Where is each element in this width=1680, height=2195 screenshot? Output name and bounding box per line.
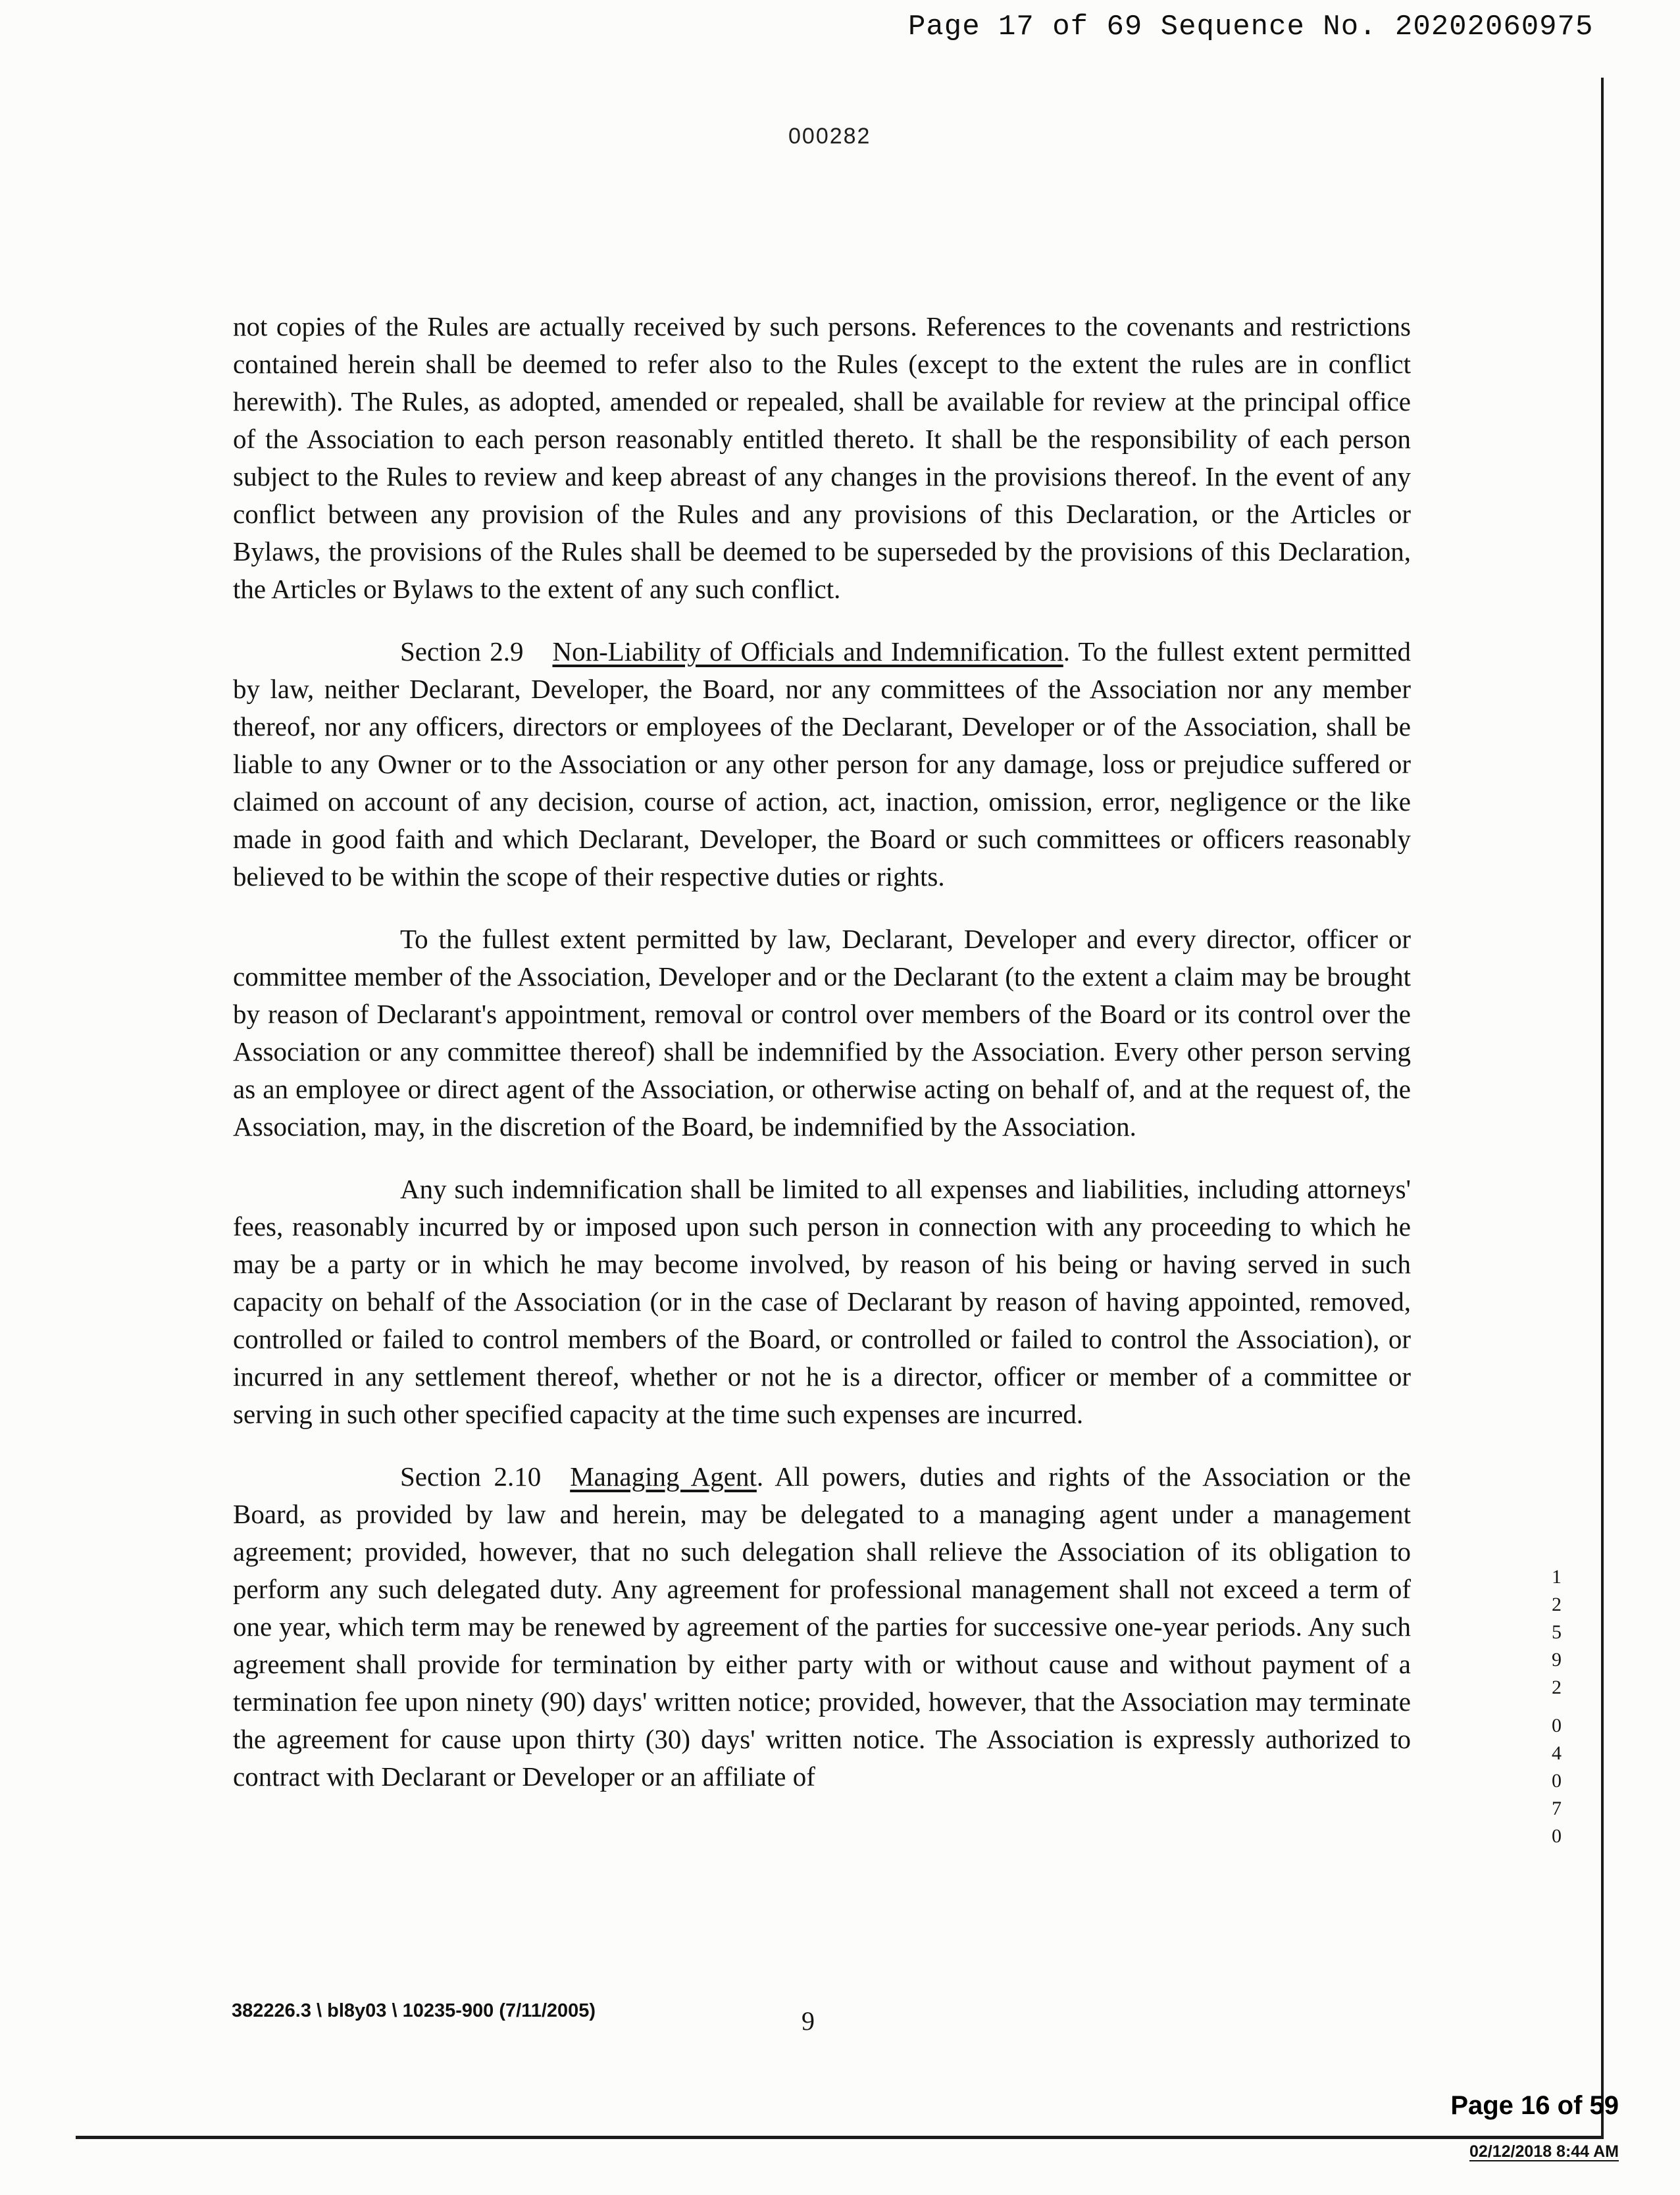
header-sequence-text: Page 17 of 69 Sequence No. 20202060975 [908,11,1594,43]
indemnity-paragraph: To the fullest extent permitted by law, Declarant, Developer and every director, officer or committee member of the Association, Developer and or the Declarant (to the extent a claim may be brought by reason of Declarant's appointment, removal or control over members of the Board or its control over the Association or any committee thereof) shall be indemnified by the Association. Every other person serving as an employee or direct agent of the Association, or otherwise acting on behalf of, and at the request of, the Association, may, in the discretion of the Board, be indemnified by the Association. [233,924,1411,1142]
section-2-10-title: Managing Agent [570,1461,757,1492]
section-2-9-paragraph [233,633,1411,896]
section-2-10-text: . All powers, duties and rights of the Association or the Board, as provided by law and herein, may be delegated to a managing agent under a management agreement; provided, however, that no such delegation shall relieve the Association of its obligation to perform any such delegated duty. Any agreement for professional management shall not exceed a term of one year, which term may be renewed by agreement of the parties for successive one-year periods. Any such agreement shall provide for termination by either party with or without cause and without payment of a termination fee upon ninety (90) days' written notice; provided, however, that the Association may terminate the agreement for cause upon thirty (30) days' written notice. The Association is expressly authorized to contract with Declarant or Developer or an affiliate of [233,1461,1411,1792]
footer-file-reference: 382226.3 \ bl8y03 \ 10235-900 (7/11/2005) [232,2000,596,2021]
section-2-10-paragraph [233,1458,1411,1796]
limitation-paragraph: Any such indemnification shall be limited to all expenses and liabilities, including attorneys' fees, reasonably incurred by or imposed upon such person in connection with any proceeding to which he may be a party or in which he may become involved, by reason of his being or having served in such capacity on behalf of the Association (or in the case of Declarant by reason of having appointed, removed, controlled or failed to control members of the Board, or controlled or failed to control the Association), or incurred in any settlement thereof, whether or not he is a director, officer or member of a committee or serving in such other specified capacity at the time such expenses are incurred. [233,1174,1411,1429]
section-2-9-title: Non-Liability of Officials and Indemnification [552,636,1063,667]
scan-border-horizontal-line [76,2136,1604,2139]
margin-stamp-group-1: 12592 [1546,1566,1567,1704]
bottom-timestamp: 02/12/2018 8:44 AM [1469,2142,1619,2161]
section-2-9-text: . To the fullest extent permitted by law, neither Declarant, Developer, the Board, nor any committees of the Association nor any member thereof, nor any officers, directors or employees of the Declarant, Developer or of the Association, shall be liable to any Owner or to the Association or any other person for any damage, loss or prejudice suffered or claimed on account of any decision, course of action, act, inaction, omission, error, negligence or the like made in good faith and which Declarant, Developer, the Board or such committees or officers reasonably believed to be within the scope of their respective duties or rights. [233,636,1411,892]
intro-paragraph: not copies of the Rules are actually received by such persons. References to the covenants and restrictions contained herein shall be deemed to refer also to the Rules (except to the extent the rules are in conflict herewith). The Rules, as adopted, amended or repealed, shall be available for review at the principal office of the Association to each person reasonably entitled thereto. It shall be the responsibility of each person subject to the Rules to review and keep abreast of any changes in the provisions thereof. In the event of any conflict between any provision of the Rules and any provisions of this Declaration, or the Articles or Bylaws, the provisions of the Rules shall be deemed to be superseded by the provisions of this Declaration, the Articles or Bylaws to the extent of any such conflict. [233,311,1411,604]
section-2-10-label: Section 2.10 [400,1461,542,1492]
footer-page-number: 9 [802,2006,815,2036]
margin-stamp-group-2: 04070 [1546,1715,1567,1853]
bottom-page-label: Page 16 of 59 [1450,2091,1619,2120]
scan-border-vertical-line [1601,78,1604,2138]
stamp-number: 000282 [788,124,871,149]
document-body [233,308,1411,1821]
section-2-9-label: Section 2.9 [400,636,524,667]
